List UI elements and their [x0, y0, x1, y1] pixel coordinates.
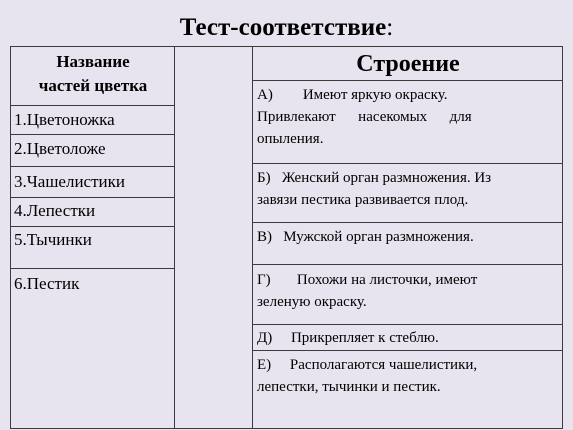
- row-divider: [10, 226, 174, 227]
- part-item: 2.Цветоложе: [14, 139, 106, 158]
- description-line: зеленую окраску.: [257, 294, 367, 310]
- description-line: Г) Похожи на листочки, имеют: [257, 272, 478, 288]
- description-line: лепестки, тычинки и пестик.: [257, 379, 441, 395]
- part-item: 4.Лепестки: [14, 201, 96, 220]
- left-header-line: Название: [56, 52, 130, 71]
- row-divider: [10, 197, 174, 198]
- row-divider: [252, 163, 563, 164]
- row-divider: [252, 324, 563, 325]
- description-d: [257, 327, 559, 349]
- row-divider: [252, 222, 563, 223]
- row-divider: [10, 105, 174, 106]
- description-v: [257, 226, 559, 248]
- left-column-header: [12, 50, 174, 98]
- description-b: [257, 167, 559, 211]
- description-line: Д) Прикрепляет к стеблю.: [257, 330, 439, 346]
- description-a: [257, 84, 559, 150]
- row-divider: [252, 264, 563, 265]
- description-line: опыления.: [257, 131, 324, 147]
- part-item: 3.Чашелистики: [14, 172, 125, 191]
- part-item: 1.Цветоножка: [14, 110, 115, 129]
- right-column-header: Строение: [356, 51, 460, 77]
- description-g: [257, 269, 559, 313]
- row-divider: [10, 166, 174, 167]
- column-divider-left: [174, 46, 175, 429]
- left-header-line: частей цветка: [38, 76, 148, 95]
- page-title: [0, 14, 573, 42]
- row-divider: [10, 134, 174, 135]
- row-divider: [252, 80, 563, 81]
- description-line: В) Мужской орган размножения.: [257, 229, 474, 245]
- part-item: 5.Тычинки: [14, 230, 92, 249]
- description-line: Е) Располагаются чашелистики,: [257, 357, 478, 373]
- part-item: 6.Пестик: [14, 274, 80, 293]
- row-divider: [252, 350, 563, 351]
- column-divider-right: [252, 46, 253, 429]
- description-line: А) Имеют яркую окраску.: [257, 87, 448, 103]
- description-line: завязи пестика развивается плод.: [257, 192, 469, 208]
- description-line: Привлекают насекомых для: [257, 109, 472, 125]
- title-colon: :: [386, 14, 394, 41]
- description-e: [257, 354, 559, 398]
- description-line: Б) Женский орган размножения. Из: [257, 170, 492, 186]
- row-divider: [10, 268, 174, 269]
- title-text: Тест-соответствие: [179, 14, 387, 41]
